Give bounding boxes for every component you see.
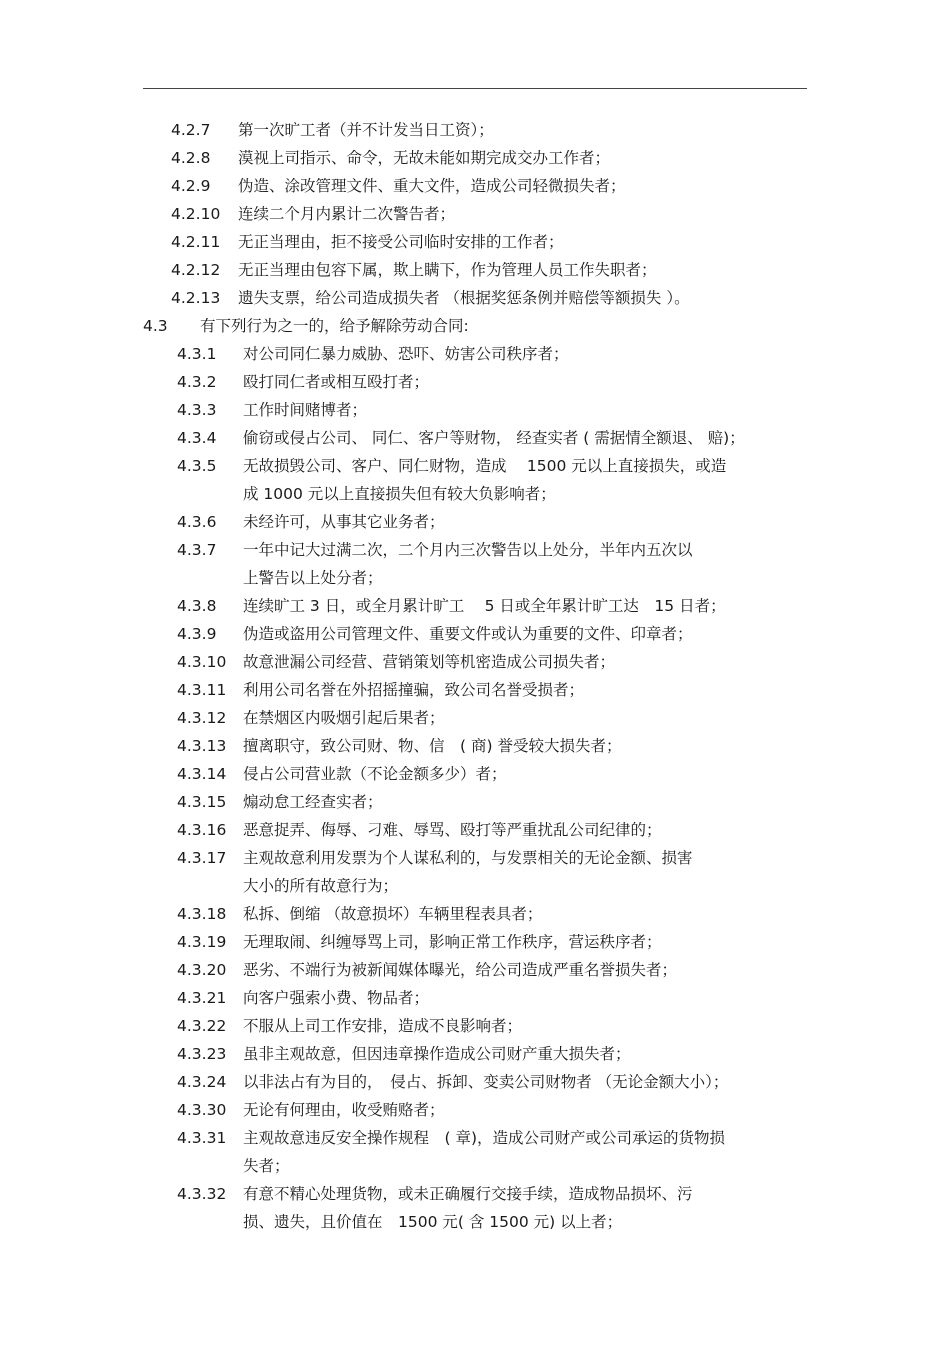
clause-number: 4.3.11 — [177, 681, 227, 699]
clause-line: 第一次旷工者（并不计发当日工资）； — [238, 121, 494, 139]
clause-continuation-line: 失者； — [243, 1157, 290, 1175]
clause-item — [177, 452, 950, 508]
clause-number: 4.3.18 — [177, 905, 227, 923]
clause-number: 4.3.4 — [177, 429, 217, 447]
clause-line: 工作时间赌博者； — [243, 401, 368, 419]
clause-number: 4.3.21 — [177, 989, 227, 1007]
clause-item — [177, 788, 950, 816]
clause-line: 恶劣、不端行为被新闻媒体曝光，给公司造成严重名誉损失者； — [243, 961, 678, 979]
clause-item — [177, 1012, 950, 1040]
clause-item — [171, 116, 950, 144]
clause-text — [243, 1068, 728, 1096]
clause-text — [243, 732, 621, 760]
clause-number: 4.2.8 — [171, 149, 211, 167]
clause-line: 主观故意违反安全操作规程 ( 章)，造成公司财产或公司承运的货物损 — [243, 1129, 726, 1147]
clause-text — [243, 844, 693, 900]
clause-line: 无正当理由包容下属，欺上瞒下，作为管理人员工作失职者； — [238, 261, 657, 279]
clause-text — [238, 228, 564, 256]
clause-line: 殴打同仁者或相互殴打者； — [243, 373, 430, 391]
clause-text — [243, 536, 693, 592]
clause-line: 私拆、倒缩 （故意损坏）车辆里程表具者； — [243, 905, 543, 923]
clause-number: 4.3 — [143, 317, 168, 335]
clause-item — [177, 760, 950, 788]
clause-item — [177, 956, 950, 984]
clause-number: 4.3.30 — [177, 1101, 227, 1119]
clause-line: 恶意捉弄、侮辱、刁难、辱骂、殴打等严重扰乱公司纪律的； — [243, 821, 662, 839]
clause-line: 不服从上司工作安排，造成不良影响者； — [243, 1017, 523, 1035]
clause-number: 4.2.7 — [171, 121, 211, 139]
clause-line: 故意泄漏公司经营、营销策划等机密造成公司损失者； — [243, 653, 616, 671]
clause-item — [171, 284, 950, 312]
clause-text — [243, 984, 429, 1012]
clause-line: 连续二个月内累计二次警告者； — [238, 205, 456, 223]
clause-item — [177, 816, 950, 844]
clause-line: 伪造或盗用公司管理文件、重要文件或认为重要的文件、印章者； — [243, 625, 693, 643]
clause-line: 虽非主观故意，但因违章操作造成公司财产重大损失者； — [243, 1045, 631, 1063]
clause-item — [177, 368, 950, 396]
clause-number: 4.3.6 — [177, 513, 217, 531]
clause-line: 无论有何理由，收受贿赂者； — [243, 1101, 445, 1119]
clause-item — [177, 1096, 950, 1124]
clause-line: 无故损毁公司、客户、同仁财物，造成 1500 元以上直接损失，或造 — [243, 457, 727, 475]
clause-item — [177, 704, 950, 732]
clause-item — [171, 172, 950, 200]
clause-item — [177, 648, 950, 676]
clause-text — [238, 284, 690, 312]
clause-text — [243, 508, 445, 536]
clause-line: 利用公司名誉在外招摇撞骗，致公司名誉受损者； — [243, 681, 585, 699]
clause-item — [177, 928, 950, 956]
clause-item — [177, 424, 950, 452]
clause-number: 4.3.14 — [177, 765, 227, 783]
clause-line: 以非法占有为目的， 侵占、拆卸、变卖公司财物者 （无论金额大小）； — [243, 1073, 729, 1091]
clause-item — [177, 676, 950, 704]
clause-item — [177, 1040, 950, 1068]
clause-number: 4.3.8 — [177, 597, 217, 615]
clause-continuation-line: 损、遗失，且价值在 1500 元( 含 1500 元) 以上者； — [243, 1213, 623, 1231]
clause-number: 4.2.12 — [171, 261, 221, 279]
clause-number: 4.3.15 — [177, 793, 227, 811]
clause-number: 4.2.9 — [171, 177, 211, 195]
clause-text — [243, 676, 584, 704]
clause-number: 4.3.7 — [177, 541, 217, 559]
clause-item — [171, 256, 950, 284]
clause-line: 有意不精心处理货物，或未正确履行交接手续，造成物品损坏、污 — [243, 1185, 693, 1203]
clause-line: 未经许可，从事其它业务者； — [243, 513, 445, 531]
clause-text — [238, 172, 626, 200]
clause-number: 4.3.9 — [177, 625, 217, 643]
clause-item — [177, 844, 950, 900]
clause-line: 在禁烟区内吸烟引起后果者； — [243, 709, 445, 727]
clause-item — [177, 340, 950, 368]
clause-number: 4.3.32 — [177, 1185, 227, 1203]
clause-number: 4.3.17 — [177, 849, 227, 867]
clause-line: 遗失支票，给公司造成损失者 （根据奖惩条例并赔偿等额损失 ）。 — [238, 289, 690, 307]
clause-item — [177, 508, 950, 536]
header-rule — [143, 88, 807, 89]
clause-text — [243, 1012, 522, 1040]
clause-item — [143, 312, 950, 340]
clause-line: 一年中记大过满二次，二个月内三次警告以上处分，半年内五次以 — [243, 541, 693, 559]
clause-text — [243, 704, 445, 732]
clause-item — [177, 1124, 950, 1180]
clause-number: 4.3.5 — [177, 457, 217, 475]
clause-line: 向客户强索小费、物品者； — [243, 989, 430, 1007]
clause-number: 4.3.22 — [177, 1017, 227, 1035]
clause-number: 4.2.13 — [171, 289, 221, 307]
clause-item — [171, 228, 950, 256]
clause-text — [238, 144, 610, 172]
clause-line: 无理取闹、纠缠辱骂上司，影响正常工作秩序，营运秩序者； — [243, 933, 662, 951]
clause-number: 4.3.23 — [177, 1045, 227, 1063]
clause-text — [243, 900, 542, 928]
clause-number: 4.3.12 — [177, 709, 227, 727]
clause-line: 主观故意利用发票为个人谋私利的，与发票相关的无论金额、损害 — [243, 849, 693, 867]
clause-item — [171, 200, 950, 228]
clause-item — [177, 900, 950, 928]
clause-number: 4.3.1 — [177, 345, 217, 363]
clause-text — [243, 788, 383, 816]
clause-text — [243, 452, 726, 508]
clause-number: 4.3.20 — [177, 961, 227, 979]
clause-item — [177, 732, 950, 760]
clause-item — [177, 1180, 950, 1236]
clause-number: 4.2.10 — [171, 205, 221, 223]
clause-item — [177, 396, 950, 424]
clause-text — [243, 648, 615, 676]
clause-item — [177, 620, 950, 648]
clause-number: 4.3.19 — [177, 933, 227, 951]
clause-number: 4.3.31 — [177, 1129, 227, 1147]
clause-continuation-line: 成 1000 元以上直接损失但有较大负影响者； — [243, 485, 556, 503]
clause-text — [243, 620, 693, 648]
clause-item — [177, 984, 950, 1012]
clause-number: 4.3.2 — [177, 373, 217, 391]
clause-text — [243, 424, 745, 452]
clause-item — [177, 1068, 950, 1096]
clause-text — [238, 116, 494, 144]
clause-text — [243, 1096, 445, 1124]
clause-item — [177, 592, 950, 620]
clause-text — [243, 956, 677, 984]
clause-line: 侵占公司营业款（不论金额多少）者； — [243, 765, 507, 783]
clause-number: 4.3.24 — [177, 1073, 227, 1091]
clause-item — [171, 144, 950, 172]
clause-item — [177, 536, 950, 592]
clause-text — [243, 396, 367, 424]
clause-line: 有下列行为之一的，给予解除劳动合同: — [200, 317, 469, 335]
clause-text — [243, 1124, 725, 1180]
clause-text — [243, 1180, 693, 1236]
clause-text — [243, 816, 662, 844]
clause-line: 对公司同仁暴力威胁、恐吓、妨害公司秩序者； — [243, 345, 569, 363]
clause-number: 4.3.16 — [177, 821, 227, 839]
clause-number: 4.2.11 — [171, 233, 221, 251]
clause-number: 4.3.10 — [177, 653, 227, 671]
clause-text — [243, 368, 429, 396]
clause-line: 伪造、涂改管理文件、重大文件，造成公司轻微损失者； — [238, 177, 626, 195]
clause-text — [243, 1040, 631, 1068]
clause-number: 4.3.13 — [177, 737, 227, 755]
clause-line: 煽动怠工经查实者； — [243, 793, 383, 811]
clause-number: 4.3.3 — [177, 401, 217, 419]
clause-line: 无正当理由，拒不接受公司临时安排的工作者； — [238, 233, 564, 251]
clause-continuation-line: 大小的所有故意行为； — [243, 877, 399, 895]
clause-text — [243, 340, 569, 368]
document-body — [0, 116, 950, 1236]
clause-text — [243, 928, 662, 956]
clause-text — [200, 312, 469, 340]
clause-text — [243, 592, 726, 620]
clause-text — [238, 256, 657, 284]
clause-continuation-line: 上警告以上处分者； — [243, 569, 383, 587]
clause-line: 擅离职守，致公司财、物、信 ( 商) 誉受较大损失者； — [243, 737, 622, 755]
clause-text — [238, 200, 455, 228]
clause-line: 连续旷工 3 日，或全月累计旷工 5 日或全年累计旷工达 15 日者； — [243, 597, 726, 615]
clause-line: 漠视上司指示、命令，无故未能如期完成交办工作者； — [238, 149, 611, 167]
clause-line: 偷窃或侵占公司、 同仁、客户等财物， 经查实者 ( 需据情全额退、 赔)； — [243, 429, 745, 447]
clause-text — [243, 760, 507, 788]
